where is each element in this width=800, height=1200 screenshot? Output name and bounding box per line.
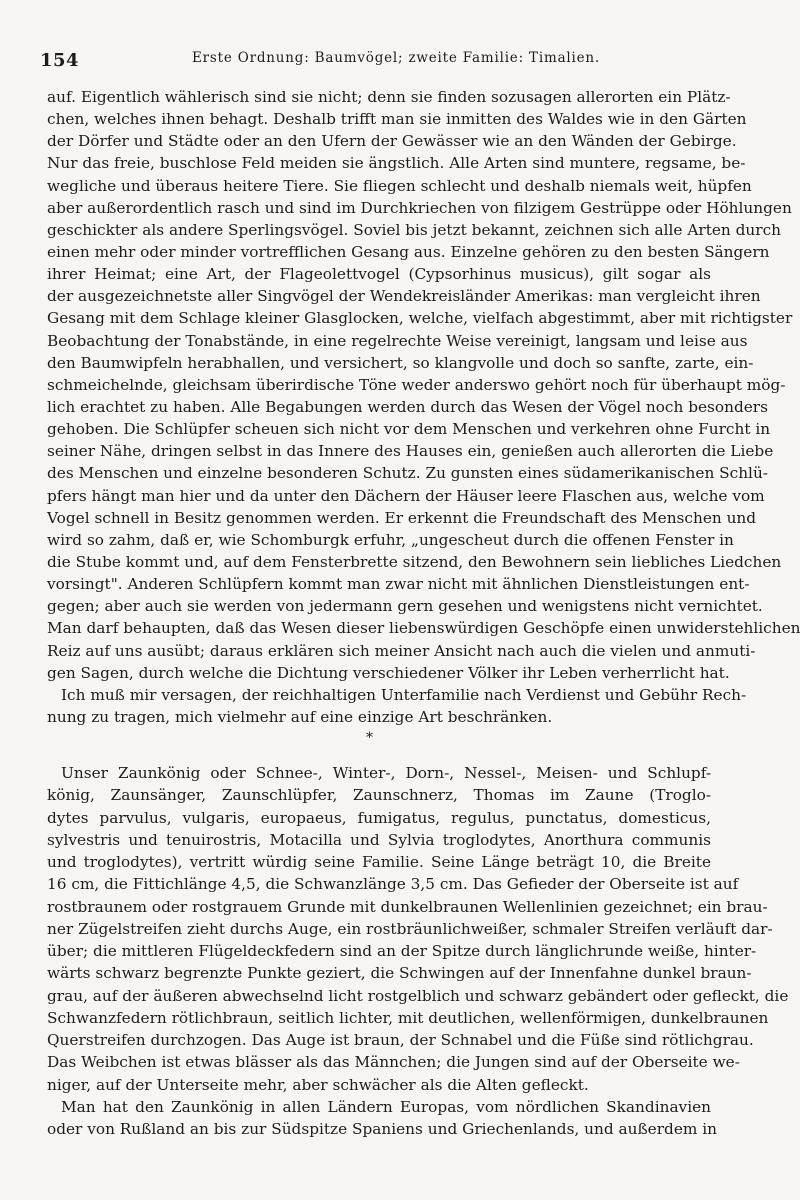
text-line: nung zu tragen, mich vielmehr auf eine einzige Art beschränken.: [47, 707, 553, 726]
text-line: wärts schwarz begrenzte Punkte geziert, die Schwingen auf der Innenfahne dunkel braun-: [47, 964, 752, 983]
text-line: oder von Rußland an bis zur Südspitze Spaniens und Griechenlands, und außerdem in: [47, 1120, 718, 1138]
text-line: dytes parvulus, vulgaris, europaeus, fumigatus, regulus, punctatus, domesticus,: [47, 808, 711, 827]
running-head: Erste Ordnung: Baumvögel; zweite Familie: Timalien.: [192, 50, 601, 66]
text-line: pfers hängt man hier und da unter den Dächern der Häuser leere Flaschen aus, welche vom: [47, 486, 765, 505]
text-line: Man darf behaupten, daß das Wesen dieser liebenswürdigen Geschöpfe einen unwiderstehlichen: [47, 619, 800, 638]
text-line: seiner Nähe, dringen selbst in das Innere des Hauses ein, genießen auch allerorten die Liebe: [47, 442, 774, 461]
text-line: wegliche und überaus heitere Tiere. Sie fliegen schlecht und deshalb niemals weit, hüpfen: [47, 176, 752, 195]
text-line: über; die mittleren Flügeldeckfedern sind an der Spitze durch länglichrunde weiße, hinter-: [47, 942, 757, 960]
text-line: Man hat den Zaunkönig in allen Ländern Europas, vom nördlichen Skandinavien: [61, 1097, 711, 1116]
text-line: geschickter als andere Sperlingsvögel. Soviel bis jetzt bekannt, zeichnen sich alle Arten durch: [47, 220, 781, 239]
text-line: aber außerordentlich rasch und sind im Durchkriechen von filzigem Gestrüppe oder Höhlungen: [47, 198, 792, 217]
paragraph-zaunkoenig: [47, 762, 789, 1140]
page-header: [40, 48, 720, 72]
text-line: Querstreifen durchzogen. Das Auge ist braun, der Schnabel und die Füße sind rötlichgrau.: [47, 1031, 754, 1049]
text-line: auf. Eigentlich wählerisch sind sie nicht; denn sie finden sozusagen allerorten ein Plätz-: [47, 88, 731, 106]
text-line: die Stube kommt und, auf dem Fensterbrette sitzend, den Bewohnern sein liebliches Liedchen: [47, 552, 782, 571]
text-line: sylvestris und tenuirostris, Motacilla und Sylvia troglodytes, Anorthura communis: [47, 830, 711, 849]
text-line: vorsingt". Anderen Schlüpfern kommt man zwar nicht mit ähnlichen Dienstleistungen ent-: [47, 575, 750, 594]
text-line: Beobachtung der Tonabstände, in eine regelrechte Weise vereinigt, langsam und leise aus: [47, 331, 748, 350]
text-line: chen, welches ihnen behagt. Deshalb trifft man sie inmitten des Waldes wie in den Gärten: [47, 110, 747, 129]
text-line: könig, Zaunsänger, Zaunschlüpfer, Zaunschnerz, Thomas im Zaune (Troglo-: [47, 786, 711, 805]
text-line: wird so zahm, daß er, wie Schomburgk erfuhr, „ungescheut durch die offenen Fenster in: [47, 530, 734, 549]
text-line: gegen; aber auch sie werden von jedermann gern gesehen und wenigstens nicht vernichtet.: [47, 597, 763, 616]
text-line: Nur das freie, buschlose Feld meiden sie ängstlich. Alle Arten sind muntere, regsame, be-: [47, 154, 746, 173]
text-line: rostbraunem oder rostgrauem Grunde mit dunkelbraunen Wellenlinien gezeichnet; ein brau-: [47, 897, 768, 916]
text-line: lich erachtet zu haben. Alle Begabungen werden durch das Wesen der Vögel noch besonders: [47, 397, 768, 416]
text-line: grau, auf der äußeren abwechselnd licht rostgelblich und schwarz gebändert oder gefleckt, die: [47, 986, 789, 1005]
text-line: niger, auf der Unterseite mehr, aber schwächer als die Alten gefleckt.: [47, 1075, 589, 1094]
text-line: Ich muß mir versagen, der reichhaltigen Unterfamilie nach Verdienst und Gebühr Rech-: [61, 685, 747, 704]
text-line: Gesang mit dem Schlage kleiner Glasglocken, welche, vielfach abgestimmt, aber mit richtigster: [47, 309, 793, 328]
page-number: 154: [40, 50, 80, 71]
text-line: gen Sagen, durch welche die Dichtung verschiedener Völker ihr Leben verherrlicht hat.: [47, 663, 730, 682]
text-line: Das Weibchen ist etwas blässer als das Männchen; die Jungen sind auf der Oberseite we-: [47, 1053, 740, 1072]
text-line: und troglodytes), vertritt würdig seine Familie. Seine Länge beträgt 10, die Breite: [47, 853, 711, 871]
text-line: gehoben. Die Schlüpfer scheuen sich nicht vor dem Menschen und verkehren ohne Furcht in: [47, 420, 771, 439]
text-line: der Dörfer und Städte oder an den Ufern der Gewässer wie an den Wänden der Gebirge.: [47, 132, 737, 151]
text-line: ner Zügelstreifen zieht durchs Auge, ein rostbräunlichweißer, schmaler Streifen verläuft dar-: [47, 919, 773, 938]
paragraph-timalien-behavior: [47, 86, 800, 728]
text-line: schmeichelnde, gleichsam überirdische Töne weder anderswo gehört noch für überhaupt mög-: [47, 375, 786, 394]
text-line: 16 cm, die Fittichlänge 4,5, die Schwanzlänge 3,5 cm. Das Gefieder der Oberseite ist auf: [47, 875, 739, 894]
text-line: einen mehr oder minder vortrefflichen Gesang aus. Einzelne gehören zu den besten Sängern: [47, 242, 770, 261]
text-line: Unser Zaunkönig oder Schnee-, Winter-, Dorn-, Nessel-, Meisen- und Schlupf-: [61, 764, 711, 782]
text-line: ihrer Heimat; eine Art, der Flageolettvogel (Cypsorhinus musicus), gilt sogar als: [47, 265, 711, 284]
text-line: Schwanzfedern rötlichbraun, seitlich lichter, mit deutlichen, wellenförmigen, dunkelbraunen: [47, 1008, 769, 1027]
text-line: Reiz auf uns ausübt; daraus erklären sich meiner Ansicht nach auch die vielen und anmuti-: [47, 641, 756, 660]
text-line: den Baumwipfeln herabhallen, und versichert, so klangvolle und doch so sanfte, zarte, ein-: [47, 353, 754, 372]
text-line: Vogel schnell in Besitz genommen werden. Er erkennt die Freundschaft des Menschen und: [47, 508, 757, 527]
text-line: des Menschen und einzelne besonderen Schutz. Zu gunsten eines südamerikanischen Schlü-: [47, 464, 768, 483]
section-divider-asterisk: *: [366, 730, 373, 746]
text-line: der ausgezeichnetste aller Singvögel der Wendekreisländer Amerikas: man vergleicht ihren: [47, 287, 761, 306]
